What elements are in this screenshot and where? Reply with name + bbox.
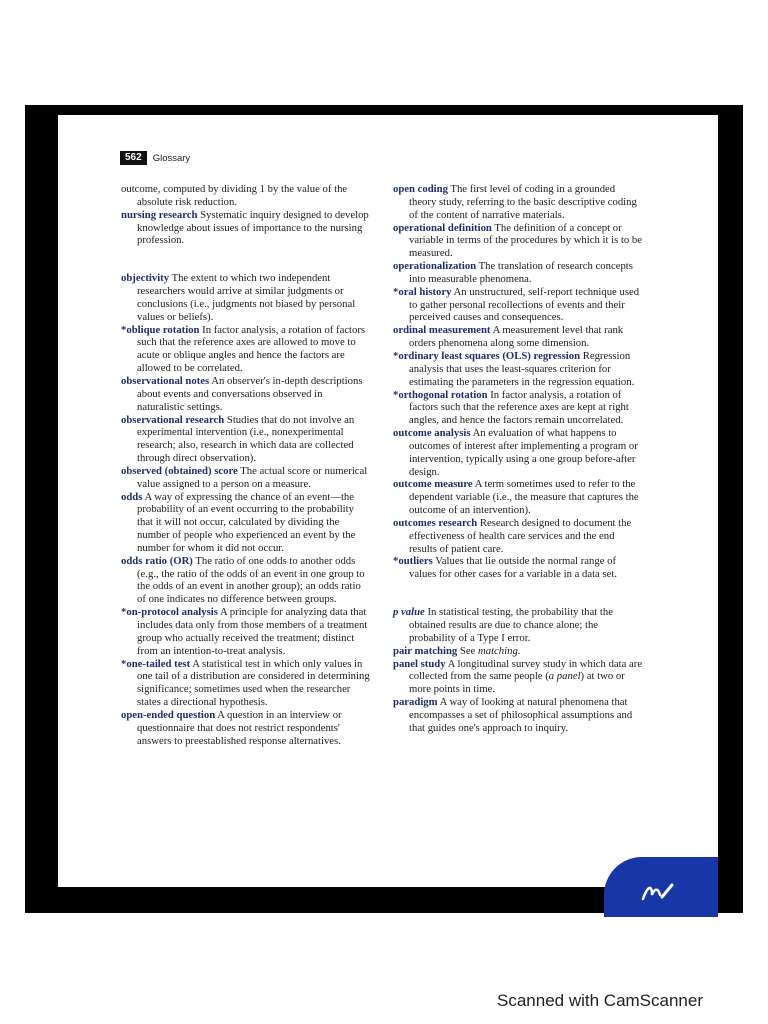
entry-term: open coding [393,183,448,195]
entry-definition: The ratio of one odds to another odds (e.g., the ratio of the odds of an event in one group to the odds of an event in another group); an odds ratio of one indicates no difference between groups. [137,554,365,606]
entry-definition: A principle for analyzing data that includes data only from those members of a treatment group who actually received the treatment; distinct from an intention-to-treat analysis. [137,606,368,657]
edit-badge[interactable] [604,857,718,917]
entry-definition: Regression analysis that uses the least-squares criterion for estimating the parameters in the regression equation. [409,349,635,388]
entry-term: panel study [393,657,446,670]
entry-term: *ordinary least squares (OLS) regression [393,349,581,362]
glossary-entry [393,286,643,325]
glossary-entry [121,606,371,657]
entry-definition: The extent to which two independent researchers would arrive at similar judgments or conclusions (i.e., judgments not biased by personal values or beliefs). [137,272,356,323]
glossary-entry [121,272,371,323]
section-title: Glossary [152,152,191,164]
glossary-column-right [393,183,643,735]
glossary-entry [121,209,371,248]
entry-term: operationalization [393,260,477,273]
entry-definition: In statistical testing, the probability that the obtained results are due to chance alone; the probability of a Type I error. [409,606,613,644]
entry-definition: In factor analysis, a rotation of factors such that the reference axes are kept at right angles, and hence the factors remain uncorrelated. [409,388,629,427]
entry-definition: An evaluation of what happens to outcomes of interest after implementing a program or intervention, typically using a one group before-after design. [409,427,638,478]
glossary-entry [393,658,643,697]
glossary-entry [121,414,371,465]
page-header [120,151,190,165]
entry-definition: Values that lie outside the normal range of values for other cases for a variable in a data set. [409,555,618,581]
entry-definition: The definition of a concept or variable in terms of the procedures by which it is to be measured. [409,221,642,260]
glossary-entry [121,375,371,414]
entry-term: *orthogonal rotation [393,388,488,401]
glossary-entry [121,465,371,491]
entry-term: open-ended question [121,708,216,721]
glossary-entry [121,709,371,748]
entry-definition: The translation of research concepts into measurable phenomena. [409,260,633,285]
entry-definition: A way of looking at natural phenomena that encompasses a set of philosophical assumptions and that guides one's approach to inquiry. [409,696,633,734]
glossary-entry [393,427,643,478]
entry-term: *on-protocol analysis [121,606,218,619]
watermark-text: Scanned with CamScanner [497,991,704,1010]
entry-term: observational notes [121,374,210,387]
glossary-column-left [121,183,371,747]
glossary-entry [121,658,371,709]
entry-term: ordinal measurement [393,324,491,337]
entry-term: *outliers [393,555,433,568]
entry-definition: The actual score or numerical value assigned to a person on a measure. [137,464,368,490]
entry-definition-italic: matching. [478,644,521,657]
glossary-entry [393,183,643,222]
entry-definition: See [459,644,479,657]
glossary-entry [393,696,643,735]
entry-term: nursing research [121,208,198,221]
entry-definition-italic: a panel [548,670,581,683]
entry-term: pair matching [393,644,458,657]
entry-term: operational definition [393,221,492,234]
entry-definition: Research designed to document the effectiveness of health care services and the end results of patient care. [409,516,632,555]
entry-term: odds [121,490,143,503]
entry-definition: A statistical test in which only values in one tail of a distribution are considered in determining significance; sometimes used when the researcher states a directional hypothesis. [137,657,370,709]
entry-term: outcome measure [393,478,473,491]
entry-definition: Studies that do not involve an experimental intervention (i.e., nonexperimental research; also, research in which data are collected through direct observation). [137,413,355,465]
entry-definition: A measurement level that rank orders phenomena along some dimension. [409,324,624,350]
entry-term: objectivity [121,272,170,285]
glossary-entry [393,260,643,286]
entry-definition: A question in an interview or questionnaire that does not restrict respondents' answers to preestablished response alternatives. [137,708,342,747]
entry-term: observational research [121,413,225,426]
entry-definition: An observer's in-depth descriptions about events and conversations observed in naturalistic settings. [137,374,363,413]
glossary-entry [393,517,643,556]
entry-term: outcome analysis [393,427,471,440]
entry-term: outcomes research [393,516,478,529]
entry-definition: In factor analysis, a rotation of factors such that the reference axes are allowed to move to acute or oblique angles and hence the factors are allowed to be correlated. [137,323,366,375]
entry-definition: A way of expressing the chance of an event—the probability of an event occurring to the probability that it will not occur, calculated by dividing the number of people who experienced an event by the number for whom it did not occur. [137,490,356,554]
glossary-entry [393,606,643,645]
entry-definition: An unstructured, self-report technique used to gather personal recollections of events and their perceived causes and consequences. [409,285,640,324]
glossary-entry [121,324,371,375]
glossary-entry [393,645,643,658]
entry-term: p value [393,606,425,619]
glossary-entry [393,555,643,581]
entry-definition: Systematic inquiry designed to develop knowledge about issues of importance to the nursing profession. [137,208,369,247]
glossary-entry [393,478,643,517]
entry-definition: A longitudinal survey study in which data are collected from the same people ( [409,657,643,683]
entry-term: *oblique rotation [121,323,200,336]
glossary-entry [393,324,643,350]
glossary-entry [393,350,643,389]
glossary-entry [121,491,371,555]
entry-definition: outcome, computed by dividing 1 by the value of the absolute risk reduction. [121,183,348,208]
entry-term: odds ratio (OR) [121,554,193,567]
glossary-entry [393,389,643,428]
entry-term: *oral history [393,285,452,298]
entry-term: observed (obtained) score [121,464,238,477]
glossary-entry [121,555,371,606]
entry-definition: A term sometimes used to refer to the dependent variable (i.e., the measure that captures the outcome of an intervention). [409,478,639,517]
page-number: 562 [120,151,147,165]
pen-icon [640,879,676,903]
entry-definition: The first level of coding in a grounded theory study, referring to the basic descriptive coding of the content of narrative materials. [409,183,637,221]
glossary-entry [121,183,371,209]
entry-term: paradigm [393,696,438,709]
entry-definition-suffix: ) at two or more points in time. [409,670,625,696]
entry-term: *one-tailed test [121,657,191,670]
glossary-entry [393,222,643,261]
